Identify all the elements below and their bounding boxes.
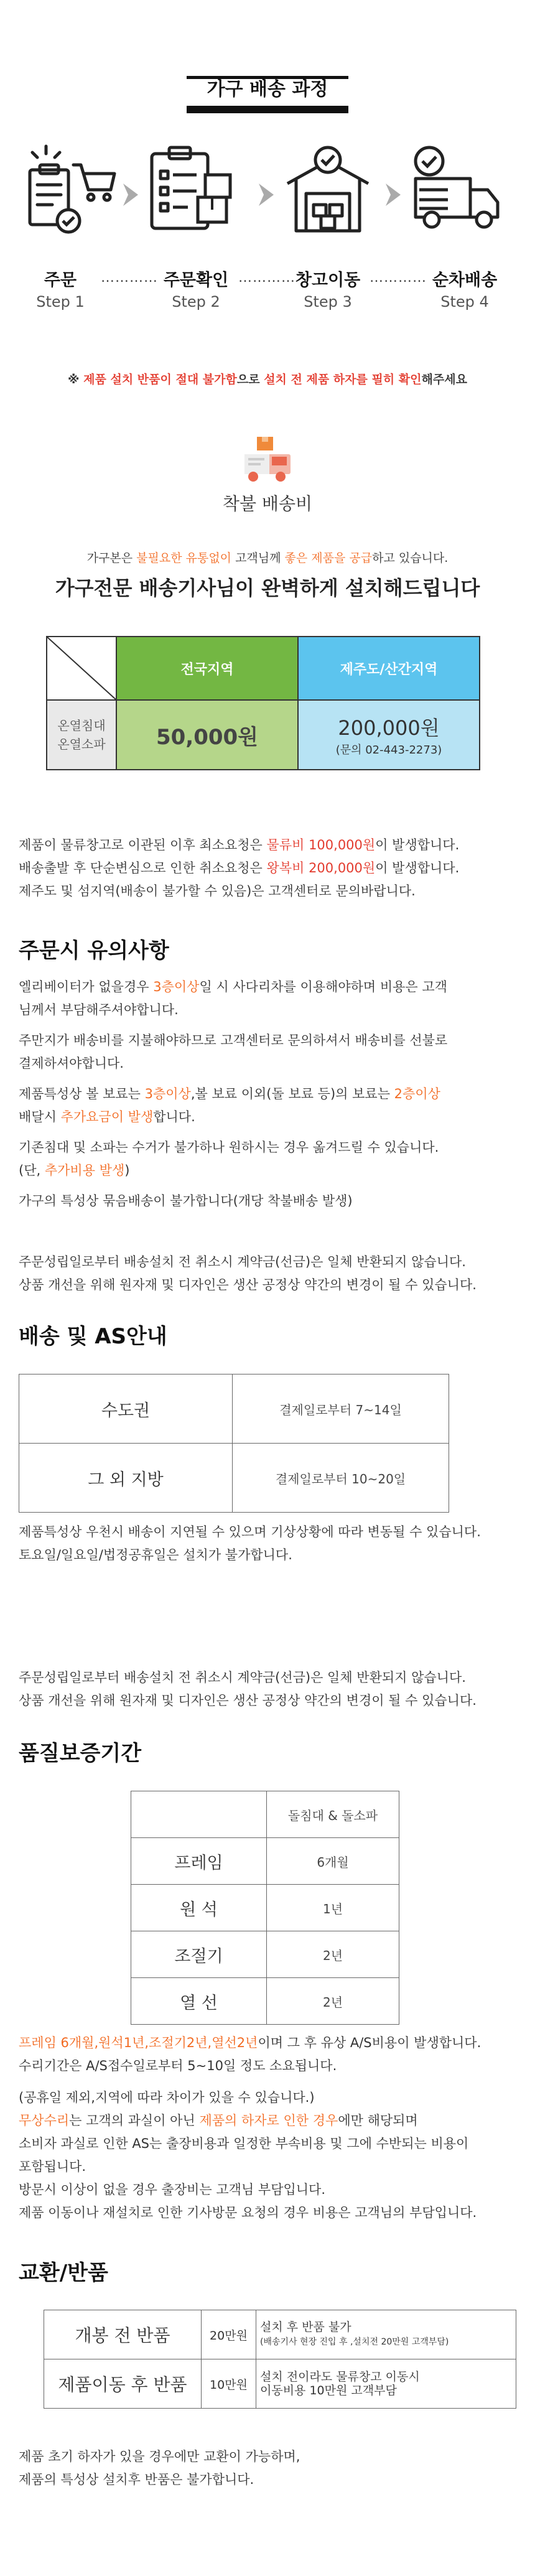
fee-notes: 제품이 물류창고로 이관된 이후 최소요청은 물류비 100,000원이 발생합니다. 배송출발 후 단순변심으로 인한 취소요청은 왕복비 200,000원이 발생합니다. 제주도 및 섬지역(배송이 불가할 수 있음)은 고객센터로 문의바랍니다. [19,838,460,898]
step-2-label: 주문확인 [163,271,229,290]
warranty-period: 2년 [267,1978,399,2025]
step-3-sub: Step 3 [304,293,352,310]
warranty-part: 원 석 [131,1885,267,1931]
step-1-sub: Step 1 [36,293,85,310]
price-table-corner [47,637,116,700]
price-nationwide: 50,000원 [116,700,298,770]
price-col-nationwide: 전국지역 [116,637,298,700]
delivery-intro: 가구본은 불필요한 유통없이 고객님께 좋은 제품을 공급하고 있습니다. [86,551,449,565]
warranty-period: 1년 [267,1885,399,1931]
chevron-right-icon [258,184,275,206]
exchange-name: 개봉 전 반품 [44,2310,202,2359]
order-notes-title: 주문시 유의사항 [19,938,169,963]
exchange-desc: 설치 후 반품 불가 (배송기사 현장 진입 후 ,설치전 20만원 고객부담) [256,2310,516,2359]
warranty-part: 프레임 [131,1838,267,1885]
warranty-table [131,1791,399,2025]
warranty-notes: 프레임 6개월,원석1년,조절기2년,열선2년이며 그 후 유상 A/S비용이 발생합니다. 수리기간은 A/S접수일로부터 5~10일 정도 소요됩니다. (공휴일 제외,지역에 따라 차이가 있을 수 있습니다.) 무상수리는 고객의 과실이 아닌 제품의 하자로 인한 경우에만 해당되며 소비자 과실로 인한 AS는 출장비용과 일정한 부속비용 및 그에 수반되는 비용이 포함됩니다. 방문시 이상이 없을 경우 출장비는 고객님 부담입니다. 제품 이동이나 재설치로 인한 기사방문 요청의 경우 비용은 고객님의 부담입니다. [19,2035,482,2220]
shipping-table [19,1374,449,1513]
order-cancel-notes: 주문성립일로부터 배송설치 전 취소시 계약금(선금)은 일체 반환되지 않습니다. 상품 개선을 위해 원자재 및 디자인은 생산 공정상 약간의 변경이 될 수 있습니다. [19,1254,477,1292]
chevron-right-icon [384,184,402,206]
step-dots: ………… [238,270,295,286]
warranty-title: 품질보증기간 [19,1741,142,1766]
order-notes: 엘리베이터가 없을경우 3층이상일 시 사다리차를 이용해야하며 비용은 고객 님께서 부담해주셔야합니다. 주만지가 배송비를 지불해야하므로 고객센터로 문의하셔서 배송비를 선불로 결제하셔야합니다. 제품특성상 볼 보료는 3층이상,볼 보료 이외(돌 보료 등)의 보료는 2층이상 배달시 추가요금이 발생합니다. 기존침대 및 소파는 수거가 불가하나 원하시는 경우 옮겨드릴 수 있습니다. (단, 추가비용 발생) 가구의 특성상 묶음배송이 불가합니다(개당 착불배송 발생) [19,979,448,1208]
step-3-label: 창고이동 [295,271,361,290]
warehouse-icon [281,140,374,240]
page-title: 가구 배송 과정 [207,78,328,100]
step-2-sub: Step 2 [172,293,220,310]
diagonal-line [47,637,116,699]
delivery-title: 착불 배송비 [222,493,313,514]
warranty-corner [131,1791,267,1838]
chevron-right-icon [122,184,139,206]
warranty-part: 열 선 [131,1978,267,2025]
warranty-part: 조절기 [131,1931,267,1978]
warranty-period: 6개월 [267,1838,399,1885]
step-dots: ………… [101,270,158,286]
shipping-region: 그 외 지방 [19,1444,233,1513]
price-col-jeju: 제주도/산간지역 [298,637,480,700]
price-row-label: 온열침대 온열소파 [47,700,116,770]
exchange-price: 20만원 [202,2310,256,2359]
title-underline [187,106,348,113]
warranty-period: 2년 [267,1931,399,1978]
exchange-name: 제품이동 후 반품 [44,2359,202,2409]
shipping-period: 결제일로부터 7~14일 [233,1374,449,1444]
step-4-label: 순차배송 [432,271,498,290]
exchange-desc: 설치 전이라도 물류창고 이동시 이동비용 10만원 고객부담 [256,2359,516,2409]
step-4-sub: Step 4 [440,293,489,310]
shipping-notes: 제품특성상 우천시 배송이 지연될 수 있으며 기상상황에 따라 변동될 수 있습니다. 토요일/일요일/법정공휴일은 설치가 불가합니다. [19,1524,481,1562]
exchange-title: 교환/반품 [19,2261,108,2285]
clipboard-order-icon [24,140,117,240]
shipping-title: 배송 및 AS안내 [19,1324,167,1349]
install-notice: ※ 제품 설치 반품이 절대 불가함으로 설치 전 제품 하자를 필히 확인해주세요 [68,373,467,386]
delivery-headline: 가구전문 배송기사님이 완벽하게 설치해드립니다 [55,576,480,600]
exchange-table [44,2310,516,2409]
checklist-boxes-icon [144,140,238,240]
step-1-label: 주문 [44,271,77,290]
shipping-period: 결제일로부터 10~20일 [233,1444,449,1513]
exchange-price: 10만원 [202,2359,256,2409]
step-dots: ………… [370,270,427,286]
price-jeju: 200,000원 (문의 02-443-2273) [298,700,480,770]
shipping-region: 수도권 [19,1374,233,1444]
delivery-truck-icon [411,140,504,240]
warranty-header: 돌침대 & 돌소파 [267,1791,399,1838]
delivery-box-icon [240,436,295,485]
shipping-cancel-notes: 주문성립일로부터 배송설치 전 취소시 계약금(선금)은 일체 반환되지 않습니다. 상품 개선을 위해 원자재 및 디자인은 생산 공정상 약간의 변경이 될 수 있습니다. [19,1670,477,1708]
exchange-notes: 제품 초기 하자가 있을 경우에만 교환이 가능하며, 제품의 특성상 설치후 반품은 불가합니다. [19,2449,300,2487]
price-table [46,636,480,770]
